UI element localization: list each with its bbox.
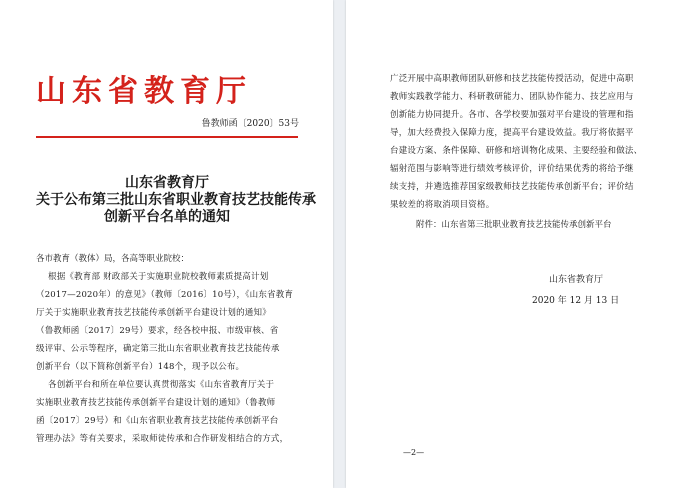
document-number: 鲁教师函〔2020〕53号 bbox=[201, 119, 299, 129]
body-paragraph-line: 创新平台（以下简称创新平台）148个，现予以公布。 bbox=[36, 362, 245, 372]
body-paragraph-line: 各创新平台和所在单位要认真贯彻落实《山东省教育厅关于 bbox=[48, 380, 275, 390]
page-1 bbox=[0, 0, 333, 488]
title-line: 创新平台名单的通知 bbox=[104, 209, 230, 225]
body-paragraph-line: （2017—2020年）的意见》（教师〔2016〕10号），《山东省教育 bbox=[36, 290, 294, 300]
body-paragraph-line: 续支持，并遴选推荐国家级教师技艺技能传承创新平台；评价结 bbox=[390, 182, 634, 192]
page-number: —2— bbox=[403, 448, 425, 457]
body-paragraph-line: 函〔2017〕29号）和《山东省职业教育技艺技能传承创新平台 bbox=[36, 416, 279, 426]
issuing-authority: 山东省教育厅 bbox=[549, 275, 604, 285]
attachment-note: 附件：山东省第三批职业教育技艺技能传承创新平台 bbox=[416, 220, 612, 230]
body-paragraph-line: 实施职业教育技艺技能传承创新平台建设计划的通知》（鲁教师 bbox=[36, 398, 276, 408]
notice-title bbox=[36, 175, 316, 226]
title-line: 关于公布第三批山东省职业教育技艺技能传承 bbox=[36, 192, 316, 208]
body-paragraph-line: 台建设方案、条件保障、研修和培训物化成果、主要经验和做法、 bbox=[390, 146, 643, 156]
title-line: 山东省教育厅 bbox=[125, 175, 209, 191]
body-paragraph-line: 厅关于实施职业教育技艺技能传承创新平台建设计划的通知》 bbox=[36, 308, 271, 318]
body-paragraph-line: 级评审、公示等程序，确定第三批山东省职业教育技艺技能传承 bbox=[36, 344, 280, 354]
body-paragraph-line: 广泛开展中高职教师团队研修和技艺技能传授活动，促进中高职 bbox=[390, 74, 634, 84]
body-paragraph-line: 创新能力协同提升。各市、各学校要加强对平台建设的管理和指 bbox=[390, 110, 634, 120]
body-paragraph-line: （鲁教师函〔2017〕29号）要求，经各校申报、市级审核、省 bbox=[36, 326, 279, 336]
body-paragraph-line: 管理办法》等有关要求，采取师徒传承和合作研发相结合的方式， bbox=[36, 434, 289, 444]
body-paragraph-line: 辐射范围与影响等进行绩效考核评价，评价结果优秀的将给予继 bbox=[390, 164, 634, 174]
body-paragraph-line: 果较差的将取消项目资格。 bbox=[390, 200, 495, 210]
red-masthead: 山东省教育厅 bbox=[36, 74, 252, 109]
red-divider-line bbox=[36, 136, 298, 138]
salutation: 各市教育（教体）局，各高等职业院校： bbox=[36, 254, 190, 264]
issue-date: 2020 年 12 月 13 日 bbox=[532, 296, 620, 306]
body-paragraph-line: 导，加大经费投入保障力度，提高平台建设效益。我厅将依据平 bbox=[390, 128, 634, 138]
body-paragraph-line: 教师实践教学能力、科研教研能力、团队协作能力、技艺应用与 bbox=[390, 92, 634, 102]
body-paragraph-line: 根据《教育部 财政部关于实施职业院校教师素质提高计划 bbox=[48, 272, 269, 282]
